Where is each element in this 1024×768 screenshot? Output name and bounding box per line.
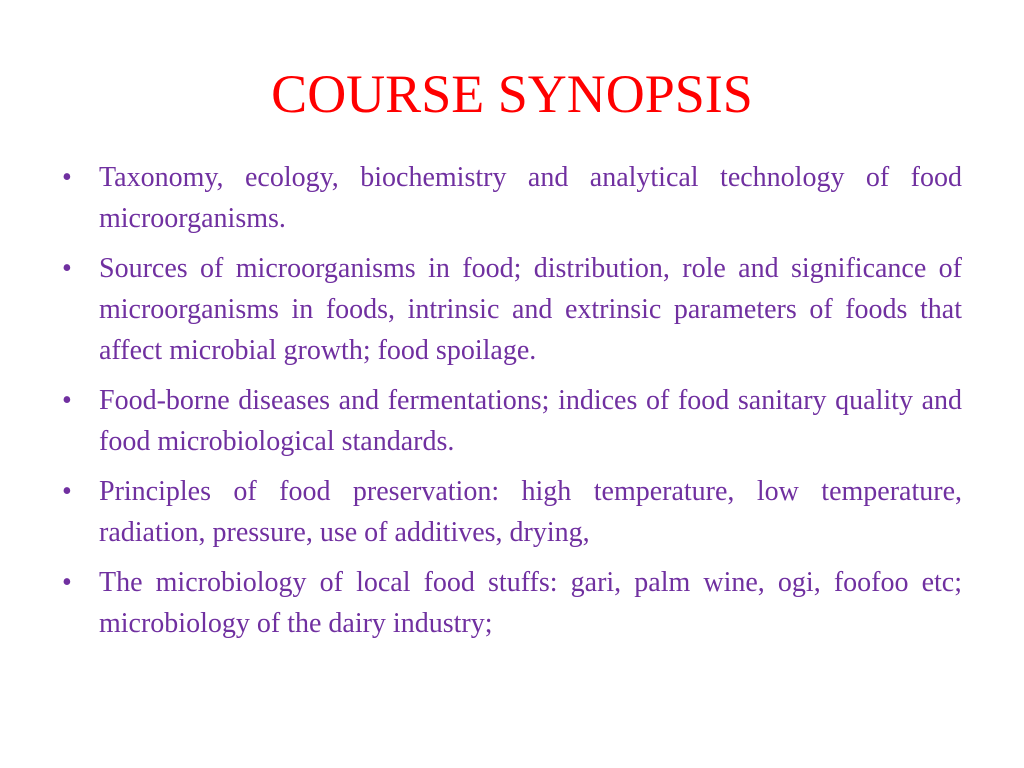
bullet-text: Taxonomy, ecology, biochemistry and analytical technology of food microorganisms. — [99, 162, 962, 234]
bullet-item — [62, 380, 962, 462]
bullet-item — [62, 562, 962, 644]
bullet-list — [62, 157, 962, 653]
bullet-icon: • — [62, 162, 72, 193]
bullet-text: Principles of food preservation: high temperature, low temperature, radiation, pressure, use of additives, drying, — [99, 476, 962, 548]
bullet-item — [62, 248, 962, 371]
bullet-item — [62, 157, 962, 239]
bullet-text: Food-borne diseases and fermentations; indices of food sanitary quality and food microbiological standards. — [99, 385, 962, 457]
bullet-icon: • — [62, 476, 72, 507]
bullet-icon: • — [62, 253, 72, 284]
slide-title: COURSE SYNOPSIS — [271, 64, 753, 124]
bullet-item — [62, 471, 962, 553]
bullet-text: The microbiology of local food stuffs: gari, palm wine, ogi, foofoo etc; microbiology of the dairy industry; — [99, 567, 962, 639]
bullet-text: Sources of microorganisms in food; distribution, role and significance of microorganisms in foods, intrinsic and extrinsic parameters of foods that affect microbial growth; food spoilage. — [99, 253, 962, 366]
bullet-icon: • — [62, 567, 72, 598]
bullet-icon: • — [62, 385, 72, 416]
